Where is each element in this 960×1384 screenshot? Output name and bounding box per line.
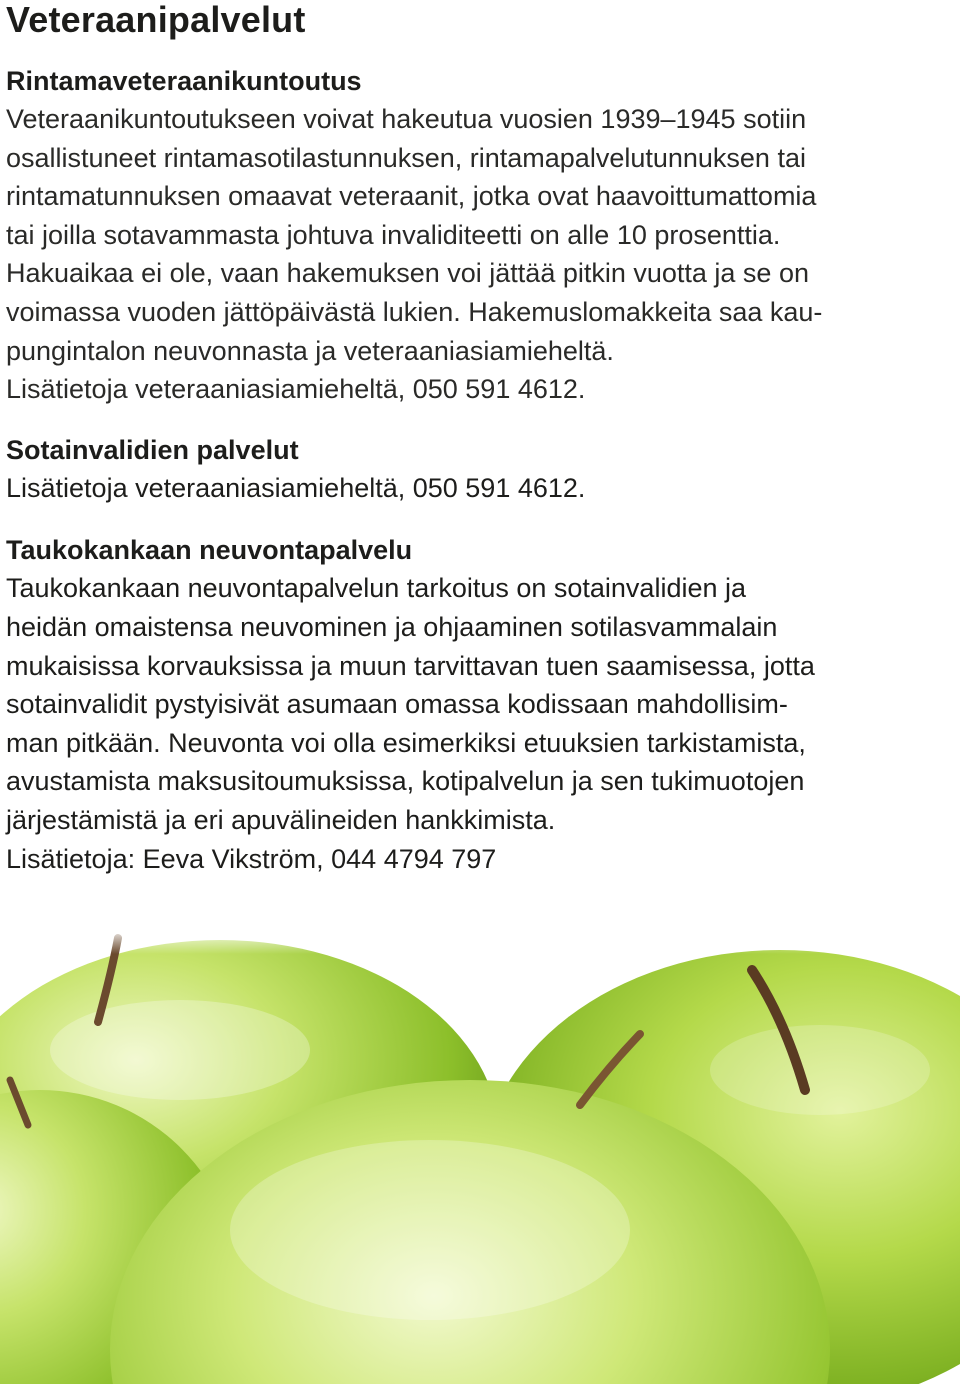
- section-heading: Sotainvalidien palvelut: [6, 434, 299, 465]
- green-apples-photo: [0, 930, 960, 1384]
- section-rintamaveteraanikuntoutus: [6, 62, 956, 409]
- section-body: Taukokankaan neuvontapalvelun tarkoitus on sotainvalidien ja heidän omaistensa neuvominen ja ohjaaminen sotilasvammalain mukaisissa korvauksissa ja muun tarvittavan tuen saamisessa, jotta sotainvalidit pystyisivät asumaan omassa kodissaan mahdollisim- man pitkään. Neuvonta voi olla esimerkiksi etuuksien tarkistamista, avustamista maksusitoumuksissa, kotipalvelun ja sen tukimuotojen järjestämistä ja eri apuvälineiden hankkimista.: [6, 573, 815, 835]
- section-sotainvalidien-palvelut: [6, 431, 956, 508]
- section-contact: Lisätietoja veteraaniasiamieheltä, 050 591 4612.: [6, 374, 586, 405]
- page-title: Veteraanipalvelut: [6, 0, 306, 40]
- section-body: Veteraanikuntoutukseen voivat hakeutua vuosien 1939–1945 sotiin osallistuneet rintamasotilastunnuksen, rintamapalvelutunnuksen tai rintamatunnuksen omaavat veteraanit, jotka ovat haavoittumattomia tai joilla sotavammasta johtuva invaliditeetti on alle 10 prosenttia. Hakuaikaa ei ole, vaan hakemuksen voi jättää pitkin vuotta ja se on voimassa vuoden jättöpäivästä lukien. Hakemuslomakkeita saa kau- pungintalon neuvonnasta ja veteraaniasiamieheltä.: [6, 104, 823, 366]
- section-heading: Taukokankaan neuvontapalvelu: [6, 535, 413, 566]
- section-contact: Lisätietoja: Eeva Vikström, 044 4794 797: [6, 843, 497, 874]
- section-heading: Rintamaveteraanikuntoutus: [6, 66, 362, 96]
- content: [6, 62, 956, 878]
- section-taukokankaan-neuvontapalvelu: [6, 531, 956, 878]
- section-contact: Lisätietoja veteraaniasiamieheltä, 050 591 4612.: [6, 472, 586, 503]
